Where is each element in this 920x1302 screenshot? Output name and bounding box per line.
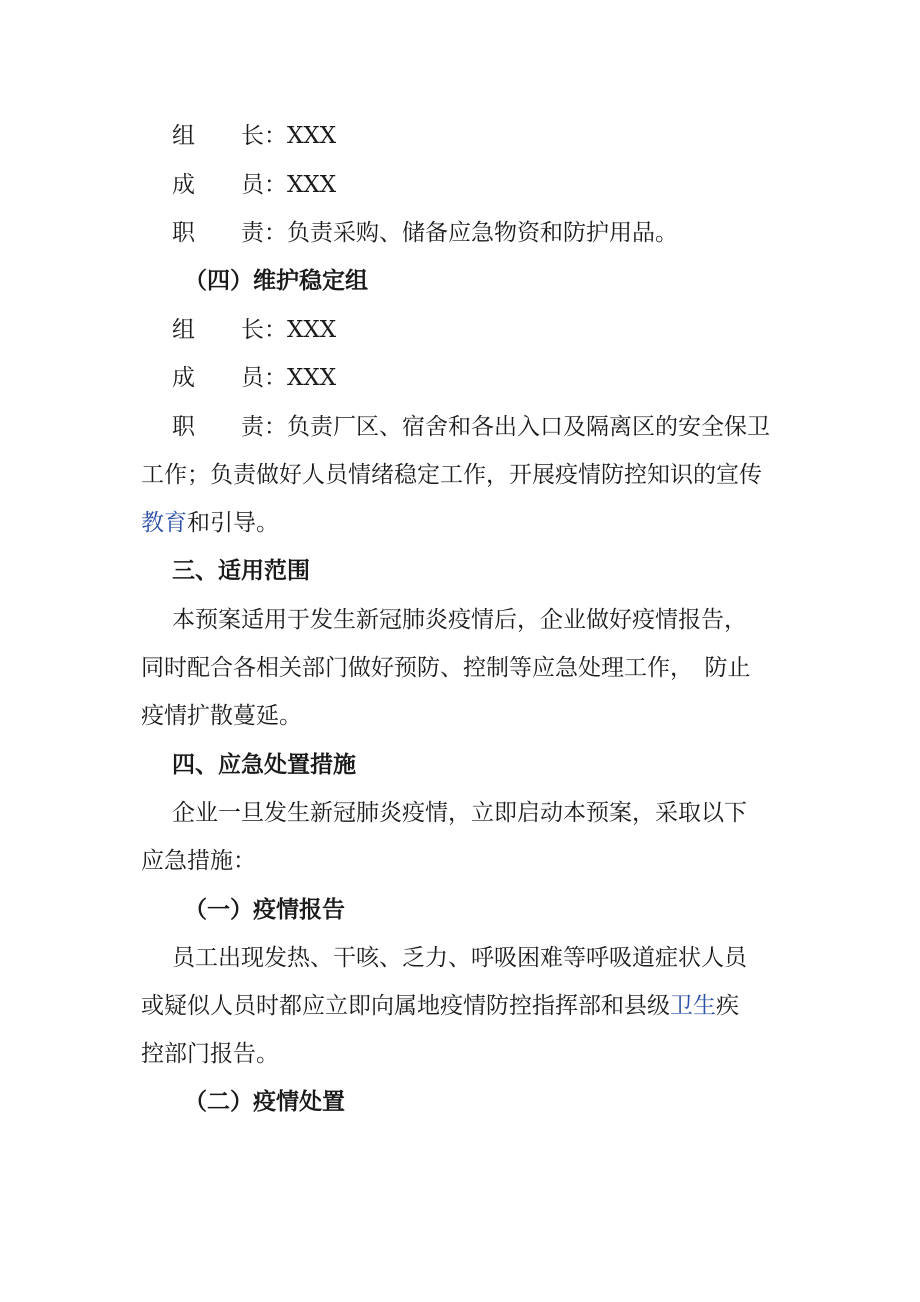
section4-line1: 企业一旦发生新冠肺炎疫情，立即启动本预案，采取以下 <box>172 800 747 826</box>
member-value: XXX <box>287 172 337 198</box>
section3-heading: 三、适用范围 <box>172 557 310 584</box>
subsection1-heading: （一）疫情报告 <box>184 896 345 923</box>
section3-line3: 疫情扩散蔓延。 <box>141 703 302 729</box>
leader-label: 组 长： <box>172 123 287 149</box>
education-link[interactable]: 教育 <box>141 510 187 536</box>
subsection2-heading: （二）疫情处置 <box>184 1088 345 1115</box>
section4-line2: 应急措施： <box>141 848 256 874</box>
duty-text-line3: 和引导。 <box>187 510 279 536</box>
group3-member-line <box>172 171 822 199</box>
line2-text-a: 或疑似人员时都应立即向属地疫情防控指挥部和县级 <box>141 993 670 1019</box>
duty-label: 职 责： <box>172 220 287 246</box>
duty-label: 职 责： <box>172 414 287 440</box>
section4-heading: 四、应急处置措施 <box>172 751 356 778</box>
section3-line1: 本预案适用于发生新冠肺炎疫情后，企业做好疫情报告， <box>172 607 747 633</box>
line2-text-b: 疾 <box>716 993 739 1019</box>
leader-value: XXX <box>287 317 337 343</box>
subsection1-line3: 控部门报告。 <box>141 1041 279 1067</box>
subsection1-line2 <box>141 992 791 1020</box>
leader-label: 组 长： <box>172 317 287 343</box>
member-value: XXX <box>287 365 337 391</box>
member-label: 成 员： <box>172 365 287 391</box>
group4-duty-line3 <box>141 509 791 537</box>
duty-value: 负责采购、储备应急物资和防护用品。 <box>287 220 678 246</box>
group3-leader-line <box>172 122 822 150</box>
duty-text-line1: 负责厂区、宿舍和各出入口及隔离区的安全保卫 <box>287 414 770 440</box>
section3-line2: 同时配合各相关部门做好预防、控制等应急处理工作， 防止 <box>141 655 751 681</box>
group4-duty-line <box>172 413 822 441</box>
group3-duty-line <box>172 219 822 247</box>
group4-duty-line2: 工作；负责做好人员情绪稳定工作，开展疫情防控知识的宣传 <box>141 462 762 488</box>
member-label: 成 员： <box>172 172 287 198</box>
leader-value: XXX <box>287 123 337 149</box>
health-link[interactable]: 卫生 <box>670 993 716 1019</box>
group4-leader-line <box>172 316 822 344</box>
subsection1-line1: 员工出现发热、干咳、乏力、呼吸困难等呼吸道症状人员 <box>172 945 747 971</box>
group4-heading: （四）维护稳定组 <box>184 267 368 294</box>
group4-member-line <box>172 364 822 392</box>
